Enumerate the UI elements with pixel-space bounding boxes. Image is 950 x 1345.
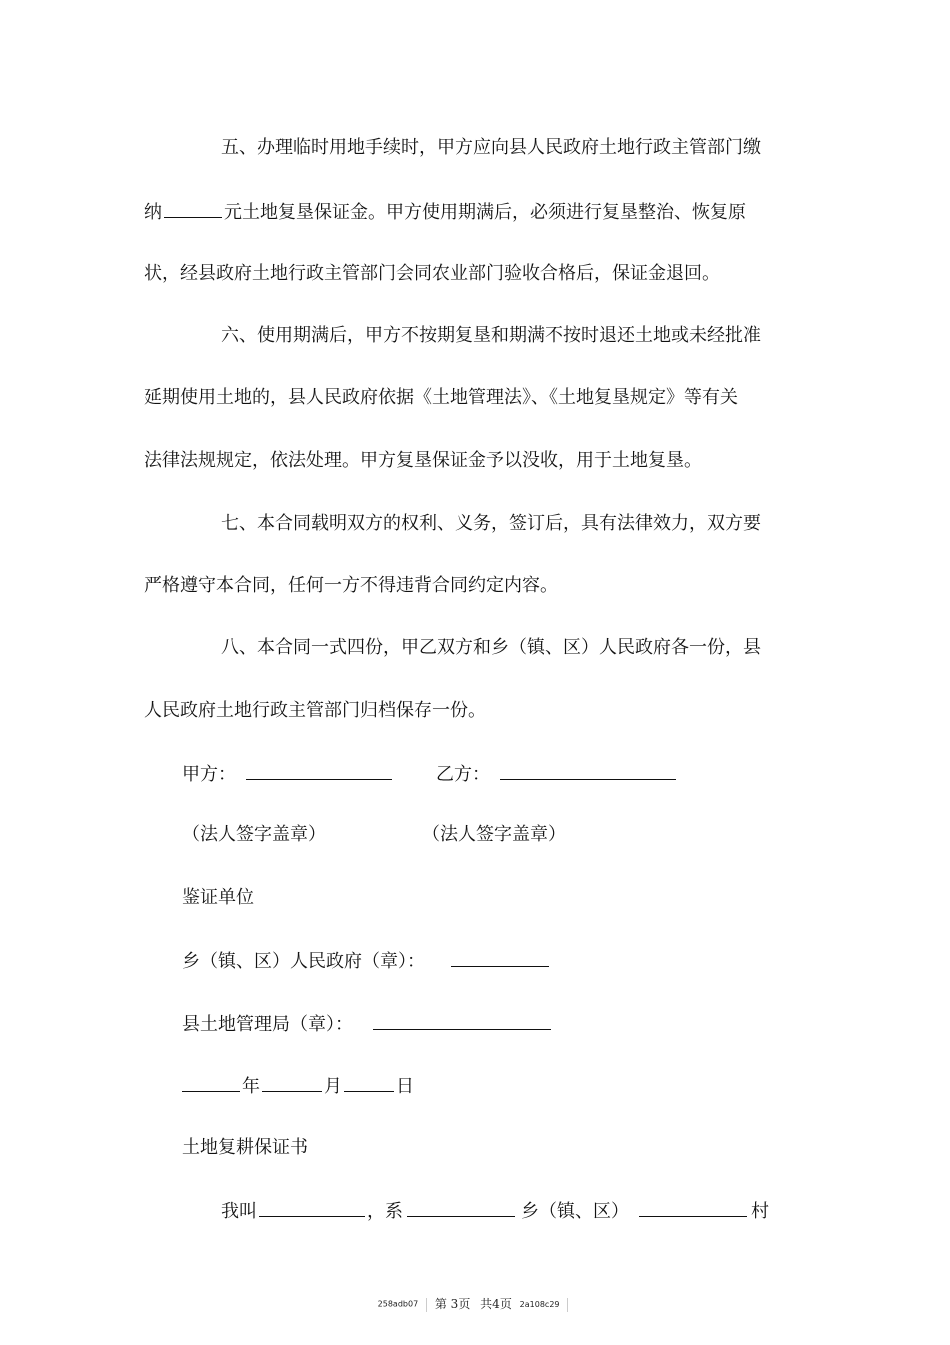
verify-unit-heading — [182, 886, 254, 910]
clause-7-line-2 — [144, 574, 558, 598]
footer-divider-right — [567, 1298, 568, 1312]
month-blank[interactable] — [262, 1073, 322, 1092]
clause-5-text-1: 五、办理临时用地手续时，甲方应向县人民政府土地行政主管部门缴 — [221, 137, 761, 158]
party-b-blank[interactable] — [500, 761, 676, 780]
guarantee-intro-row — [221, 1198, 769, 1224]
guarantee-intro-d: 村 — [751, 1201, 769, 1222]
deposit-amount-blank — [164, 199, 222, 218]
month-label: 月 — [324, 1076, 342, 1097]
party-a-seal-note-text: （法人签字盖章） — [182, 824, 326, 845]
party-a-blank[interactable] — [246, 761, 392, 780]
name-blank[interactable] — [259, 1198, 365, 1217]
clause-7-text-1: 七、本合同载明双方的权利、义务，签订后，具有法律效力，双方要 — [221, 513, 761, 534]
county-bureau-seal-row — [182, 1011, 553, 1037]
year-label: 年 — [242, 1076, 260, 1097]
village-blank[interactable] — [639, 1198, 747, 1217]
footer-divider-left — [426, 1298, 427, 1312]
total-number: 4 — [492, 1297, 500, 1311]
township-seal-row — [182, 948, 551, 974]
page-prefix: 第 — [434, 1297, 447, 1311]
county-bureau-seal-label: 县土地管理局（章）： — [182, 1014, 353, 1035]
clause-8-line-1 — [221, 636, 761, 660]
party-b-label: 乙方： — [436, 764, 490, 785]
township-blank[interactable] — [407, 1198, 515, 1217]
total-prefix: 共 — [480, 1297, 493, 1311]
footer-code-right: 2a108c29 — [519, 1299, 560, 1309]
township-seal-blank[interactable] — [451, 948, 549, 967]
party-b-seal-note-text: （法人签字盖章） — [422, 824, 566, 845]
guarantee-intro-b: ，系 — [367, 1201, 403, 1222]
clause-5-text-2a: 纳 — [144, 202, 162, 223]
clause-6-text-2: 延期使用土地的，县人民政府依据《土地管理法》、《土地复垦规定》等有关 — [144, 387, 738, 408]
clause-5-line-2 — [144, 199, 746, 225]
clause-6-text-3: 法律法规规定，依法处理。甲方复垦保证金予以没收，用于土地复垦。 — [144, 450, 702, 471]
party-b-seal-note — [422, 823, 566, 847]
clause-5-line-3 — [144, 262, 720, 286]
clause-6-line-2 — [144, 386, 738, 410]
party-a-signature-row — [182, 761, 394, 787]
party-a-label: 甲方： — [182, 764, 236, 785]
year-blank[interactable] — [182, 1073, 240, 1092]
clause-5-text-2b: 元土地复垦保证金。甲方使用期满后，必须进行复垦整治、恢复原 — [224, 202, 746, 223]
page-unit: 页 — [458, 1297, 471, 1311]
guarantee-intro-a: 我叫 — [221, 1201, 257, 1222]
guarantee-title — [182, 1136, 308, 1160]
clause-7-text-2: 严格遵守本合同，任何一方不得违背合同约定内容。 — [144, 575, 558, 596]
party-a-seal-note — [182, 823, 326, 847]
clause-6-text-1: 六、使用期满后，甲方不按期复垦和期满不按时退还土地或未经批准 — [221, 325, 761, 346]
clause-8-text-2: 人民政府土地行政主管部门归档保存一份。 — [144, 700, 486, 721]
footer-code-left: 258adb07 — [377, 1299, 419, 1309]
clause-5-line-1 — [221, 136, 761, 160]
guarantee-intro-c: 乡（镇、区） — [521, 1201, 629, 1222]
day-label: 日 — [396, 1076, 414, 1097]
clause-8-text-1: 八、本合同一式四份，甲乙双方和乡（镇、区）人民政府各一份，县 — [221, 637, 761, 658]
page-footer — [0, 1296, 950, 1313]
clause-7-line-1 — [221, 512, 761, 536]
date-row — [182, 1073, 414, 1099]
total-unit: 页 — [499, 1297, 512, 1311]
township-seal-label: 乡（镇、区）人民政府（章）： — [182, 951, 425, 972]
page-number: 3 — [450, 1297, 459, 1311]
clause-6-line-3 — [144, 449, 702, 473]
party-b-signature-row — [436, 761, 678, 787]
verify-unit-text: 鉴证单位 — [182, 887, 254, 908]
clause-6-line-1 — [221, 324, 761, 348]
clause-5-text-3: 状，经县政府土地行政主管部门会同农业部门验收合格后，保证金退回。 — [144, 263, 720, 284]
day-blank[interactable] — [344, 1073, 394, 1092]
clause-8-line-2 — [144, 699, 486, 723]
guarantee-title-text: 土地复耕保证书 — [182, 1137, 308, 1158]
county-bureau-seal-blank[interactable] — [373, 1011, 551, 1030]
